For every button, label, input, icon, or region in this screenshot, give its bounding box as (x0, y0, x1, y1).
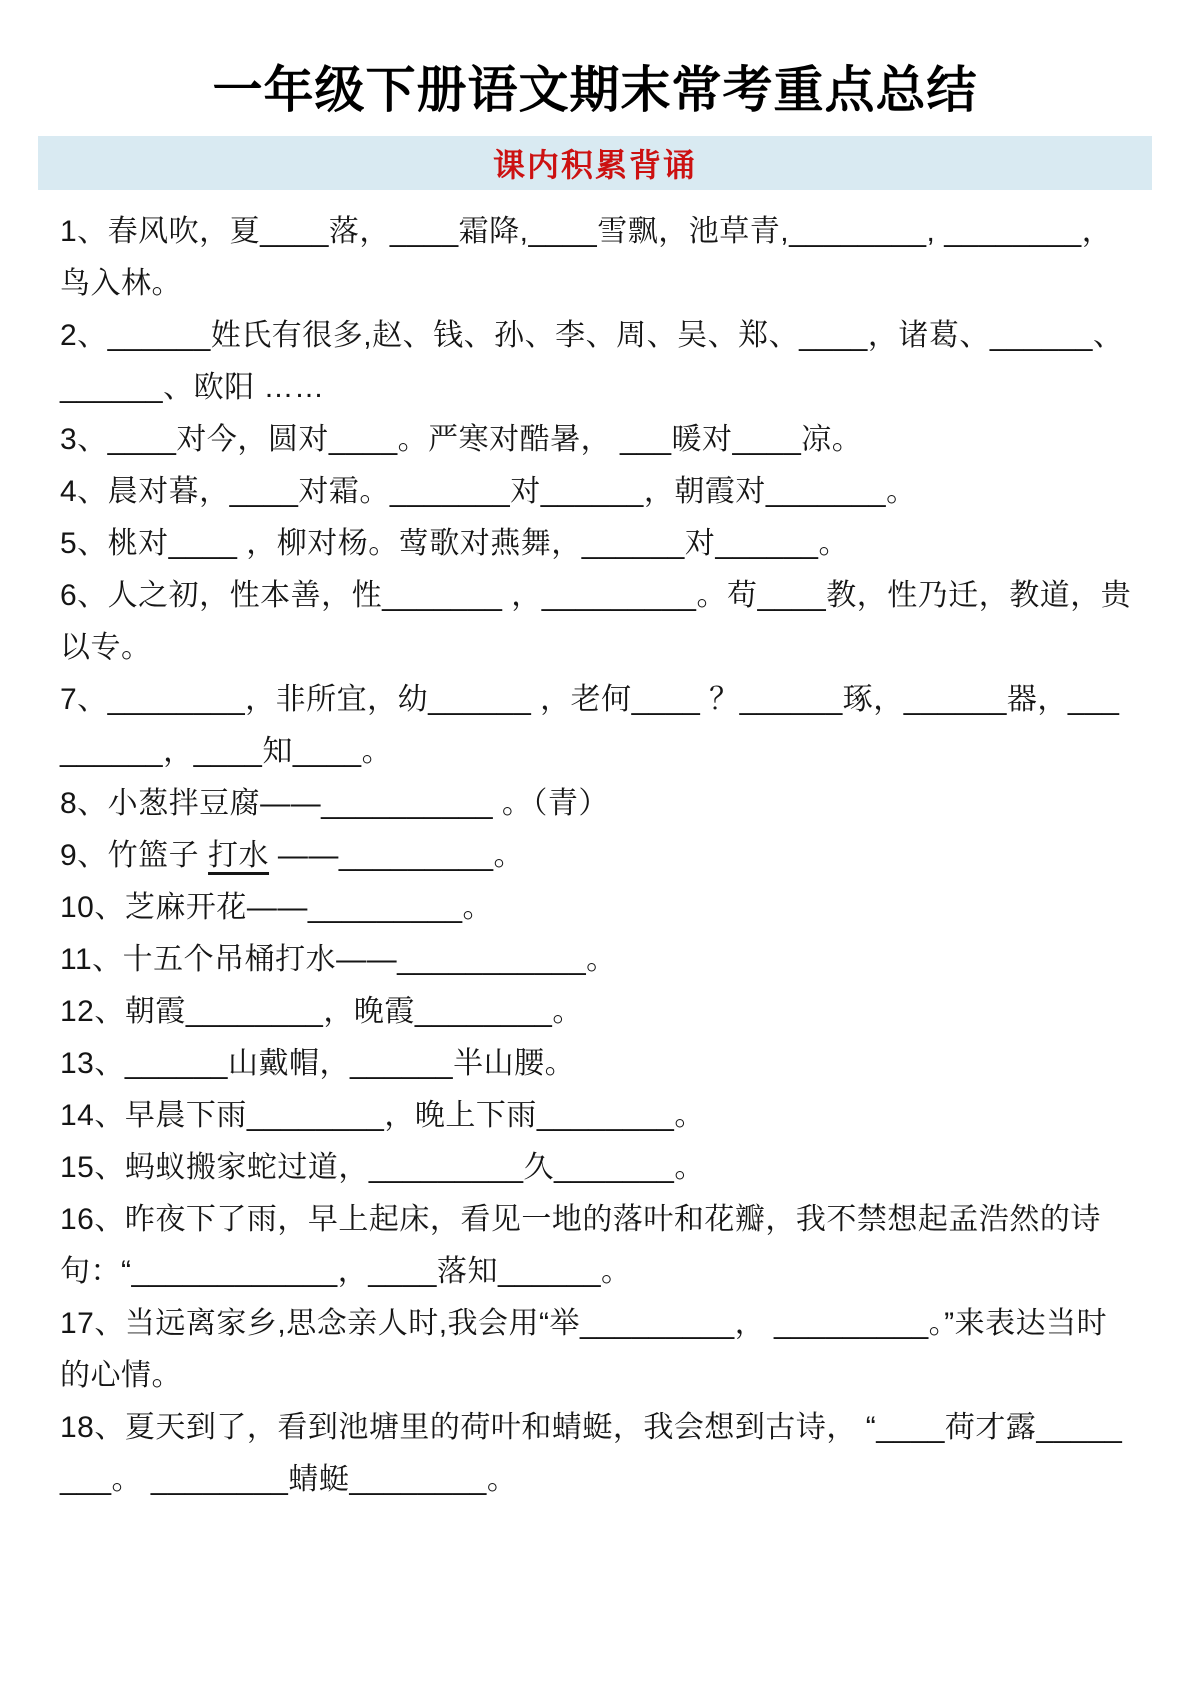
worksheet-line-10: 10、芝麻开花——_________。 (60, 890, 494, 924)
page-title: 一年级下册语文期末常考重点总结 (212, 62, 978, 118)
worksheet-content (0, 190, 1190, 1506)
worksheet-line-14: 14、早晨下雨________，晚上下雨________。 (60, 1098, 705, 1132)
worksheet-line-8: 8、小葱拌豆腐——__________ 。（青） (60, 786, 609, 820)
worksheet-line-6: 6、人之初，性本善，性_______ ，_________。苟____教，性乃迁，教道，贵以专。 (60, 578, 1132, 664)
worksheet-line-17: 17、当远离家乡,思念亲人时,我会用“举_________， _________。”来表达当时的心情。 (60, 1306, 1108, 1392)
worksheet-line-1: 1、春风吹，夏____落，____霜降,____雪飘，池草青,________, ________，鸟入林。 (60, 214, 1113, 300)
worksheet-line-18: 18、夏天到了，看到池塘里的荷叶和蜻蜓，我会想到古诗， “____荷才露________。 ________蜻蜓________。 (60, 1410, 1123, 1496)
section-banner-label: 课内积累背诵 (492, 146, 697, 183)
line-9-filled-answer: 打水 (208, 838, 270, 872)
worksheet-line-7: 7、________，非所宜，幼______ ，老何____ ？______琢，______器，_________，____知____。 (60, 682, 1120, 768)
worksheet-line-16: 16、昨夜下了雨，早上起床，看见一地的落叶和花瓣，我不禁想起孟浩然的诗句：“____________，____落知______。 (60, 1202, 1101, 1288)
worksheet-line-5: 5、桃对____ ，柳对杨。莺歌对燕舞，______对______。 (60, 526, 849, 560)
worksheet-line-15: 15、蚂蚁搬家蛇过道，_________久_______。 (60, 1150, 705, 1184)
worksheet-line-9 (60, 830, 1134, 882)
line-9-prefix: 9、竹篮子 (60, 838, 209, 872)
worksheet-line-11: 11、十五个吊桶打水——___________。 (60, 942, 617, 976)
worksheet-line-12: 12、朝霞________，晚霞________。 (60, 994, 583, 1028)
line-9-suffix: ——_________。 (269, 838, 525, 872)
worksheet-line-2: 2、______姓氏有很多,赵、钱、孙、李、周、吴、郑、____，诸葛、______、______、欧阳 …… (60, 318, 1124, 404)
worksheet-line-4: 4、晨对暮，____对霜。_______对______，朝霞对_______。 (60, 474, 917, 508)
worksheet-line-13: 13、______山戴帽，______半山腰。 (60, 1046, 576, 1080)
worksheet-line-3: 3、____对今，圆对____。严寒对酷暑， ___暖对____凉。 (60, 422, 863, 456)
section-banner (38, 136, 1152, 190)
